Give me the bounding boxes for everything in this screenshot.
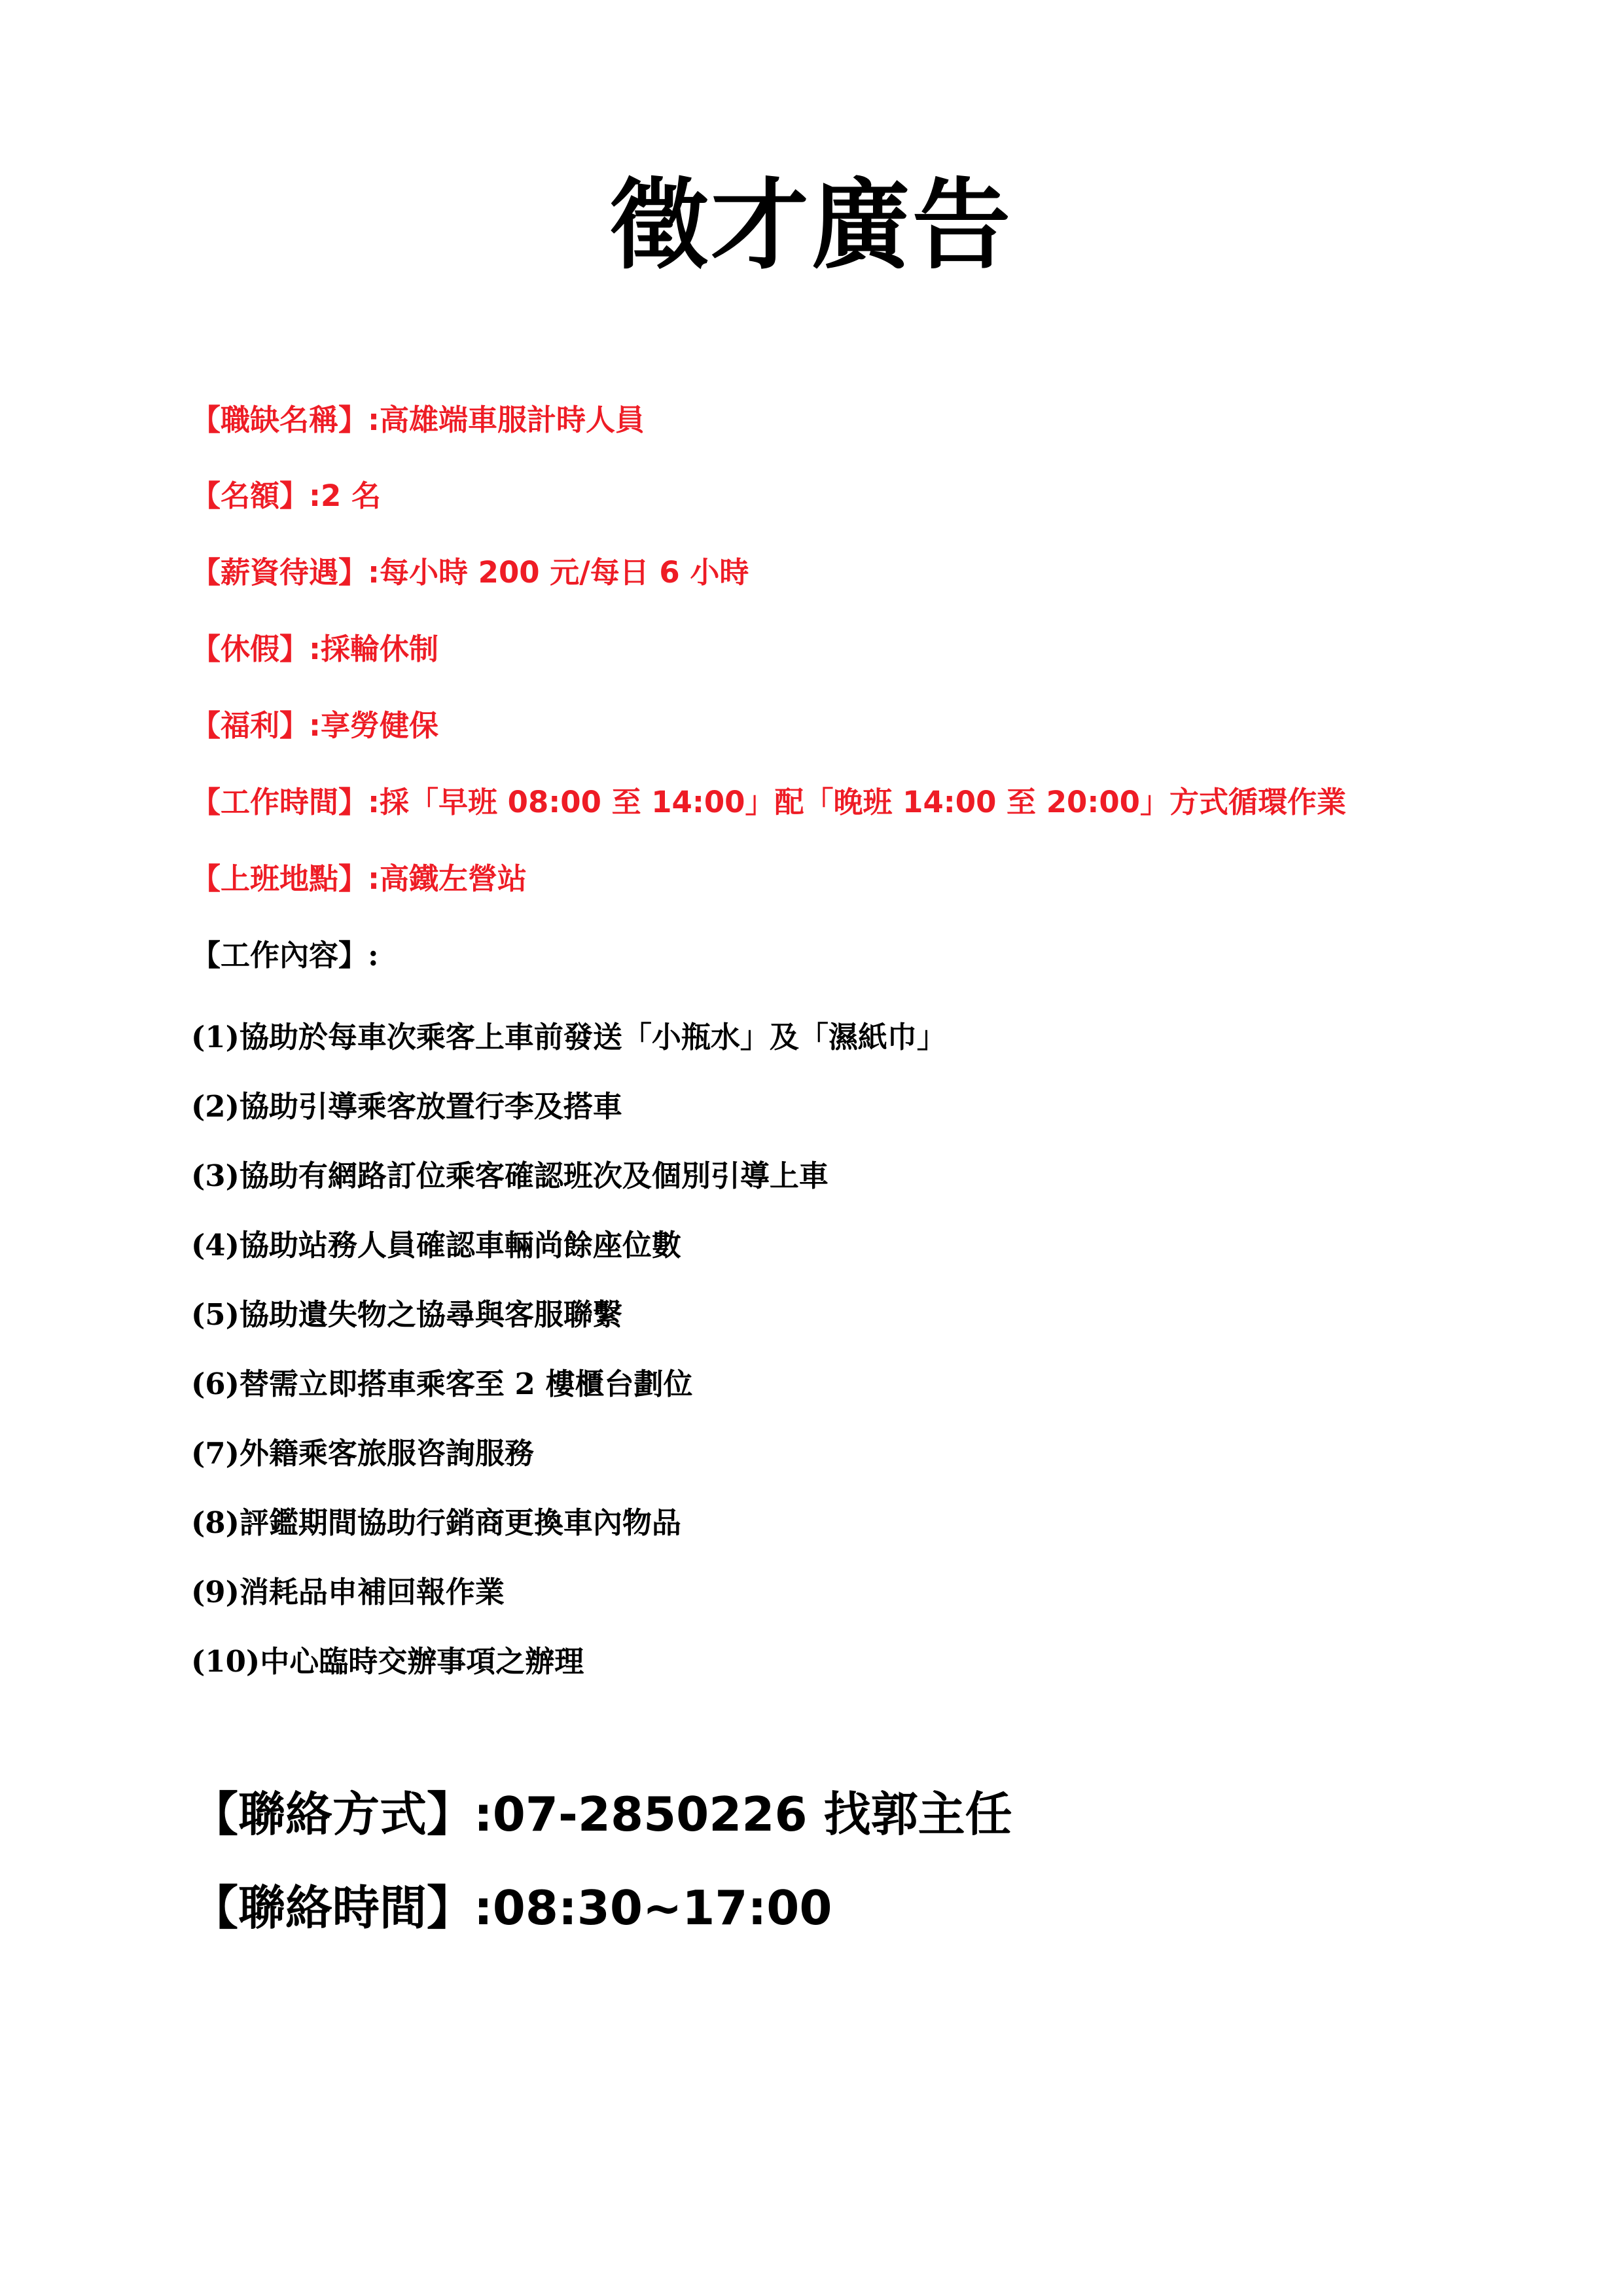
- field-openings: [191, 476, 381, 516]
- field-value: 2 名: [321, 478, 381, 513]
- field-benefits: [191, 706, 438, 745]
- field-value: 高雄端車服計時人員: [380, 403, 645, 437]
- duty-item: (3)協助有網路訂位乘客確認班次及個別引導上車: [191, 1158, 829, 1193]
- duty-item: (10)中心臨時交辦事項之辦理: [191, 1644, 584, 1679]
- field-label: 【薪資待遇】:: [191, 555, 380, 590]
- duty-item: (4)協助站務人員確認車輛尚餘座位數: [191, 1228, 681, 1263]
- field-value: 採「早班 08:00 至 14:00」配「晚班 14:00 至 20:00」方式循環作業: [380, 785, 1346, 819]
- field-value: 每小時 200 元/每日 6 小時: [380, 555, 749, 590]
- contact-time-value: 08:30~17:00: [492, 1880, 832, 1935]
- field-label: 【上班地點】:: [191, 861, 380, 896]
- contact-method-value: 07-2850226 找郭主任: [492, 1787, 1012, 1842]
- duty-item: (9)消耗品申補回報作業: [191, 1575, 505, 1609]
- field-value: 享勞健保: [321, 708, 439, 743]
- contact-time-label: 【聯絡時間】:: [191, 1880, 493, 1935]
- duty-item: (6)替需立即搭車乘客至 2 樓櫃台劃位: [191, 1367, 693, 1401]
- field-label: 【工作時間】:: [191, 785, 380, 819]
- duty-item: (7)外籍乘客旅服咨詢服務: [191, 1436, 534, 1471]
- duties-heading: 【工作內容】:: [191, 938, 379, 973]
- field-value: 高鐵左營站: [380, 861, 527, 896]
- page-title: 徵才廣告: [609, 169, 1013, 283]
- field-value: 採輪休制: [321, 632, 439, 666]
- field-leave: [191, 630, 438, 669]
- contact-method: [191, 1785, 1012, 1844]
- field-work-hours: [191, 783, 1346, 822]
- contact-time: [191, 1878, 832, 1937]
- contact-method-label: 【聯絡方式】:: [191, 1787, 493, 1842]
- duty-item: (2)協助引導乘客放置行李及搭車: [191, 1089, 622, 1124]
- field-label: 【名額】:: [191, 478, 321, 513]
- field-salary: [191, 553, 749, 592]
- field-job-title: [191, 401, 645, 440]
- field-label: 【福利】:: [191, 708, 321, 743]
- field-label: 【休假】:: [191, 632, 321, 666]
- duty-item: (1)協助於每車次乘客上車前發送「小瓶水」及「濕紙巾」: [191, 1020, 946, 1054]
- duty-item: (5)協助遺失物之協尋與客服聯繫: [191, 1297, 622, 1332]
- duty-item: (8)評鑑期間協助行銷商更換車內物品: [191, 1505, 681, 1540]
- field-location: [191, 859, 527, 899]
- field-label: 【職缺名稱】:: [191, 403, 380, 437]
